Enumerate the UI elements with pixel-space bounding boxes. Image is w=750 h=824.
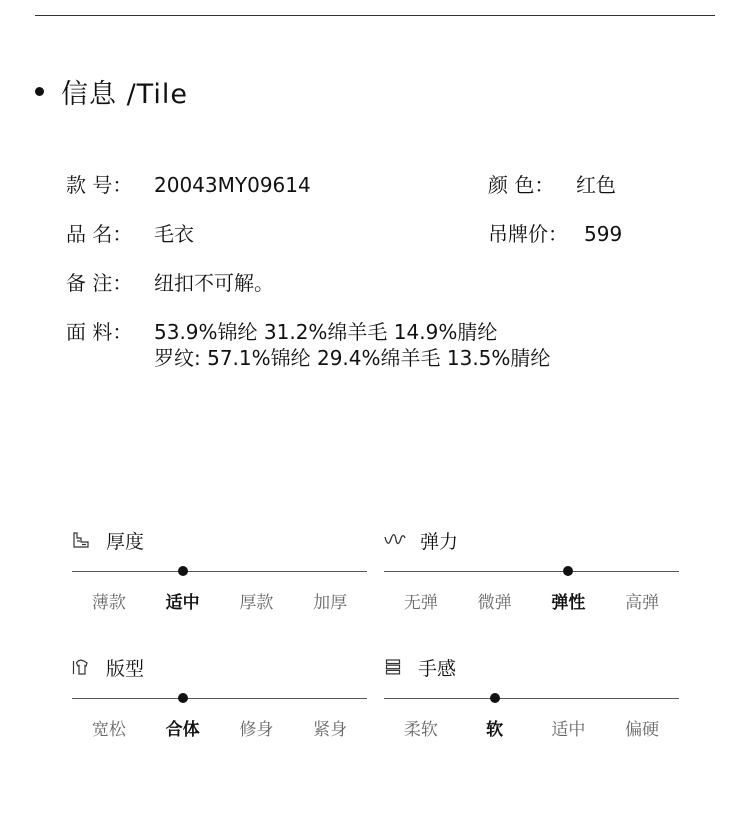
style-no-value: 20043MY09614 [154,173,311,197]
hand-feel-option: 偏硬 [625,720,660,740]
thickness-marker [178,566,188,576]
thickness-icon [72,531,90,549]
fit-option: 修身 [239,720,274,740]
hand-feel-options [384,715,679,739]
thickness-option: 薄款 [91,593,126,613]
fabric-value [154,319,550,371]
elasticity-option: 微弹 [477,593,512,613]
elasticity-scale [384,571,679,572]
color-label: 颜 色： [488,173,555,197]
thickness-options [72,588,367,612]
info-fabric [66,319,550,371]
fabric-label: 面 料： [66,320,133,344]
property-elasticity [384,528,679,613]
fit-option: 宽松 [91,720,126,740]
hand-feel-marker [490,693,500,703]
hand-feel-option: 软 [486,720,504,740]
note-value: 纽扣不可解。 [154,271,274,295]
elasticity-title: 弹力 [420,530,459,553]
section-title-text: 信息 /Tile [61,79,188,110]
note-label: 备 注： [66,271,133,295]
info-price [488,221,622,247]
fit-option: 紧身 [313,720,348,740]
fit-marker [178,693,188,703]
name-label: 品 名： [66,222,133,246]
fit-title: 版型 [106,657,145,680]
thickness-scale [72,571,367,572]
info-note [66,270,274,296]
property-hand-feel [384,655,679,740]
info-name [66,221,194,247]
bullet-icon [35,87,44,96]
fit-scale [72,698,367,699]
price-value: 599 [584,222,623,246]
fabric-line-main: 53.9%锦纶 31.2%绵羊毛 14.9%腈纶 [154,320,498,344]
hand-feel-option: 柔软 [403,720,438,740]
hand-feel-option: 适中 [551,720,586,740]
info-style-no [66,172,311,198]
fit-options [72,715,367,739]
thickness-title: 厚度 [106,530,145,553]
price-label: 吊牌价： [488,222,568,246]
elasticity-marker [563,566,573,576]
info-color [488,172,616,198]
elasticity-option: 无弹 [403,593,438,613]
name-value: 毛衣 [154,222,194,246]
hand-feel-scale [384,698,679,699]
fit-option: 合体 [165,720,200,740]
thickness-option: 适中 [165,593,200,613]
thickness-option: 厚款 [239,593,274,613]
fabric-line-rib: 罗纹: 57.1%锦纶 29.4%绵羊毛 13.5%腈纶 [154,346,551,370]
top-divider [35,15,715,16]
fit-icon [72,658,90,676]
property-fit [72,655,367,740]
section-title [35,72,188,111]
color-value: 红色 [576,173,616,197]
elasticity-icon [384,531,406,549]
style-no-label: 款 号： [66,173,133,197]
hand-feel-title: 手感 [418,657,457,680]
hand-feel-icon [384,658,402,676]
property-thickness [72,528,367,613]
elasticity-options [384,588,679,612]
elasticity-option: 高弹 [625,593,660,613]
thickness-option: 加厚 [313,593,348,613]
elasticity-option: 弹性 [551,593,586,613]
